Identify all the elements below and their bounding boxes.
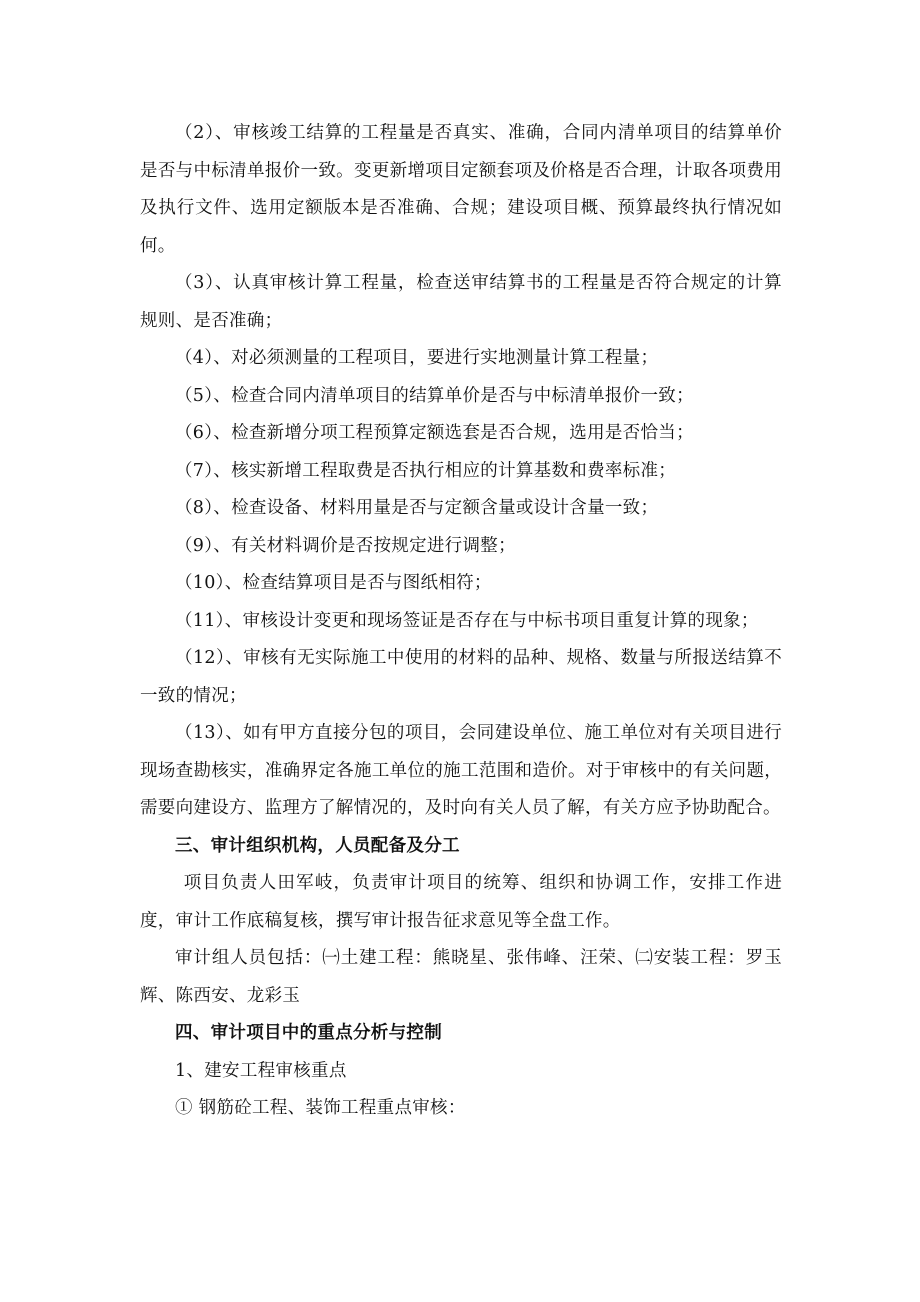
paragraph-item-3: （3）、认真审核计算工程量，检查送审结算书的工程量是否符合规定的计算规则、是否准确； xyxy=(140,273,782,331)
paragraph-item-5: （5）、检查合同内清单项目的结算单价是否与中标清单报价一致； xyxy=(175,385,694,406)
paragraph-item-13: （13）、如有甲方直接分包的项目，会同建设单位、施工单位对有关项目进行现场查勘核实，准确界定各施工单位的施工范围和造价。对于审核中的有关问题，需要向建设方、监理方了解情况的，及时向有关人员了解，有关方应予协助配合。 xyxy=(140,723,782,818)
paragraph-item-9: （9）、有关材料调价是否按规定进行调整； xyxy=(175,535,516,556)
paragraph-item-4: （4）、对必须测量的工程项目，要进行实地测量计算工程量； xyxy=(175,348,659,368)
paragraph-item-12: （12）、审核有无实际施工中使用的材料的品种、规格、数量与所报送结算不一致的情况； xyxy=(140,648,782,706)
section-3-heading: 三、审计组织机构，人员配备及分工 xyxy=(175,835,460,856)
paragraph-item-8: （8）、检查设备、材料用量是否与定额含量或设计含量一致； xyxy=(175,498,659,518)
section-4-item-1: 1、建安工程审核重点 xyxy=(175,1060,347,1081)
paragraph-item-6: （6）、检查新增分项工程预算定额选套是否合规，选用是否恰当； xyxy=(175,423,694,443)
paragraph-item-11: （11）、审核设计变更和现场签证是否存在与中标书项目重复计算的现象； xyxy=(175,610,759,631)
section-4-heading: 四、审计项目中的重点分析与控制 xyxy=(175,1023,442,1043)
paragraph-item-7: （7）、核实新增工程取费是否执行相应的计算基数和费率标准； xyxy=(175,460,677,481)
section-3-leader-paragraph: 项目负责人田军岐，负责审计项目的统筹、组织和协调工作，安排工作进度，审计工作底稿复核，撰写审计报告征求意见等全盘工作。 xyxy=(140,873,782,931)
document-page xyxy=(140,115,782,1128)
section-3-members-paragraph: 审计组人员包括：㈠土建工程：熊晓星、张伟峰、汪荣、㈡安装工程：罗玉辉、陈西安、龙彩玉 xyxy=(140,948,782,1006)
paragraph-item-10: （10）、检查结算项目是否与图纸相符； xyxy=(175,573,492,593)
paragraph-item-2: （2）、审核竣工结算的工程量是否真实、准确，合同内清单项目的结算单价是否与中标清单报价一致。变更新增项目定额套项及价格是否合理，计取各项费用及执行文件、选用定额版本是否准确、合规；建设项目概、预算最终执行情况如何。 xyxy=(140,123,782,256)
section-4-item-1-sub: ① 钢筋砼工程、装饰工程重点审核： xyxy=(175,1098,466,1118)
